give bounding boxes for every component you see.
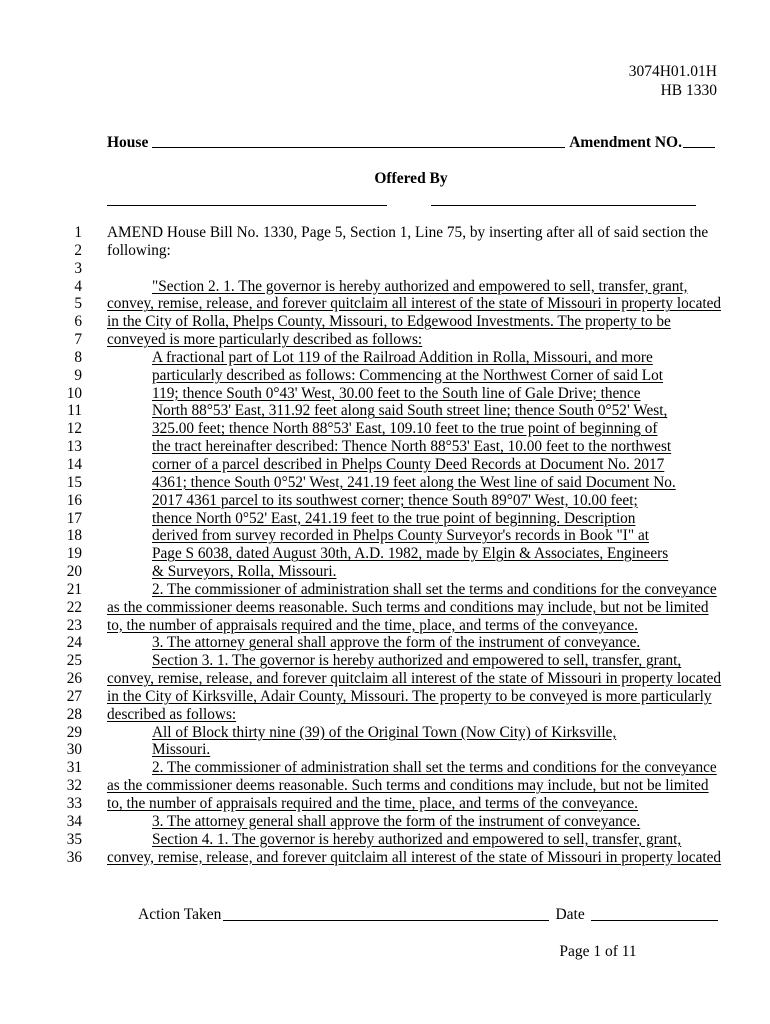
line-text: Section 3. 1. The governor is hereby authorized and empowered to sell, transfer, grant, [152, 652, 682, 670]
line-number: 10 [66, 384, 82, 402]
amendment-number-blank [683, 146, 715, 148]
document-code-block [629, 62, 717, 100]
line-text: 3. The attorney general shall approve the form of the instrument of conveyance. [152, 634, 641, 652]
document-line [0, 438, 770, 456]
offered-by-signature-line-left [107, 205, 387, 206]
document-line [0, 385, 770, 403]
line-text: 4361; thence South 0°52' West, 241.19 feet along the West line of said Document No. [152, 473, 676, 491]
line-text: the tract hereinafter described: Thence North 88°53' East, 10.00 feet to the northwest [152, 438, 672, 456]
line-number: 15 [66, 473, 82, 491]
date-blank [591, 919, 718, 921]
line-text: to, the number of appraisals required and the time, place, and terms of the conveyance. [107, 795, 638, 812]
line-number: 25 [66, 652, 82, 670]
line-text: corner of a parcel described in Phelps County Deed Records at Document No. 2017 [152, 455, 665, 473]
line-text: North 88°53' East, 311.92 feet along said South street line; thence South 0°52' West, [152, 402, 668, 420]
line-text: 2. The commissioner of administration shall set the terms and conditions for the conveyance [152, 759, 717, 777]
document-line [0, 741, 770, 759]
document-line [0, 599, 770, 617]
document-line [0, 331, 770, 349]
line-text: described as follows: [107, 705, 237, 723]
line-text: A fractional part of Lot 119 of the Railroad Addition in Rolla, Missouri, and more [152, 348, 653, 366]
action-taken-blank [223, 919, 549, 921]
line-text: derived from survey recorded in Phelps County Surveyor's records in Book "I" at [152, 527, 649, 545]
line-number: 32 [66, 777, 82, 795]
line-text: AMEND House Bill No. 1330, Page 5, Section 1, Line 75, by inserting after all of said section the [107, 224, 709, 241]
line-number: 13 [66, 438, 82, 456]
line-number: 7 [74, 331, 82, 349]
offered-by-label: Offered By [374, 170, 448, 187]
line-text: as the commissioner deems reasonable. Such terms and conditions may include, but not be limited [107, 777, 709, 795]
line-number: 23 [66, 616, 82, 634]
document-line [0, 510, 770, 528]
document-line [0, 402, 770, 420]
document-line [0, 492, 770, 510]
line-number: 36 [66, 848, 82, 866]
document-line [0, 670, 770, 688]
document-line [0, 777, 770, 795]
document-line [0, 349, 770, 367]
line-text: particularly described as follows: Commencing at the Northwest Corner of said Lot [152, 366, 664, 384]
line-text: convey, remise, release, and forever quitclaim all interest of the state of Missouri in property located [107, 848, 722, 866]
line-number: 28 [66, 705, 82, 723]
line-text: conveyed is more particularly described as follows: [107, 331, 423, 349]
document-line [0, 831, 770, 849]
line-number: 9 [74, 366, 82, 384]
document-line [0, 688, 770, 706]
line-number: 19 [66, 545, 82, 563]
line-text: 2017 4361 parcel to its southwest corner; thence South 89°07' West, 10.00 feet; [152, 491, 638, 509]
line-text: in the City of Kirksville, Adair County, Missouri. The property to be conveyed is more particularly [107, 687, 712, 705]
line-text: Missouri. [152, 741, 211, 759]
document-line [0, 295, 770, 313]
document-code: 3074H01.01H [628, 63, 717, 80]
line-number: 17 [66, 509, 82, 527]
line-text: convey, remise, release, and forever quitclaim all interest of the state of Missouri in property located [107, 670, 722, 688]
line-number: 29 [66, 723, 82, 741]
line-number: 20 [66, 563, 82, 581]
document-line [0, 224, 770, 242]
line-text: thence North 0°52' East, 241.19 feet to the true point of beginning. Description [152, 509, 636, 527]
document-line [0, 563, 770, 581]
line-number: 18 [66, 527, 82, 545]
line-text: 325.00 feet; thence North 88°53' East, 109.10 feet to the true point of beginning of [152, 420, 658, 438]
line-number: 24 [66, 634, 82, 652]
line-text: "Section 2. 1. The governor is hereby authorized and empowered to sell, transfer, grant, [152, 277, 688, 295]
line-number: 27 [66, 687, 82, 705]
line-text: Page S 6038, dated August 30th, A.D. 1982, made by Elgin & Associates, Engineers [152, 545, 669, 563]
document-line [0, 456, 770, 474]
line-text: following: [107, 241, 171, 259]
line-number: 16 [66, 491, 82, 509]
document-line [0, 706, 770, 724]
line-number: 4 [74, 277, 82, 295]
line-number: 11 [67, 402, 82, 420]
document-line [0, 813, 770, 831]
line-text: convey, remise, release, and forever quitclaim all interest of the state of Missouri in property located [107, 295, 722, 313]
document-line [0, 313, 770, 331]
amendment-label: Amendment NO. [569, 134, 682, 151]
line-text: 119; thence South 0°43' West, 30.00 feet to the South line of Gale Drive; thence [152, 384, 641, 402]
document-line [0, 260, 770, 278]
line-number: 26 [66, 670, 82, 688]
line-text: All of Block thirty nine (39) of the Original Town (Now City) of Kirksville, [152, 723, 617, 741]
page-number: Page 1 of 11 [559, 943, 637, 960]
line-number: 14 [66, 455, 82, 473]
offered-by-signature-line-right [431, 205, 696, 206]
document-line [0, 527, 770, 545]
document-line [0, 581, 770, 599]
house-blank [152, 146, 565, 148]
document-line [0, 759, 770, 777]
line-text: in the City of Rolla, Phelps County, Missouri, to Edgewood Investments. The property to be [107, 313, 671, 331]
document-line [0, 634, 770, 652]
line-number: 6 [74, 313, 82, 331]
line-number: 22 [66, 598, 82, 616]
document-line [0, 545, 770, 563]
line-number: 21 [66, 580, 82, 598]
date-label: Date [555, 906, 585, 923]
document-line [0, 724, 770, 742]
line-number: 34 [66, 812, 82, 830]
document-line [0, 420, 770, 438]
house-label: House [107, 134, 149, 151]
line-text: to, the number of appraisals required and the time, place, and terms of the conveyance. [107, 616, 638, 634]
document-line [0, 278, 770, 296]
line-number: 12 [66, 420, 82, 438]
action-taken-label: Action Taken [138, 906, 222, 923]
line-text: 2. The commissioner of administration shall set the terms and conditions for the conveyance [152, 580, 717, 598]
document-line [0, 652, 770, 670]
line-number: 35 [66, 830, 82, 848]
line-number: 31 [66, 759, 82, 777]
document-line [0, 367, 770, 385]
document-line [0, 474, 770, 492]
bill-number: HB 1330 [660, 82, 717, 99]
line-text: & Surveyors, Rolla, Missouri. [152, 563, 337, 581]
line-number: 1 [74, 224, 82, 241]
line-number: 5 [74, 295, 82, 313]
amendment-body [0, 224, 770, 866]
document-line [0, 617, 770, 635]
line-number: 30 [66, 741, 82, 759]
line-number: 2 [74, 241, 82, 259]
line-text: Section 4. 1. The governor is hereby authorized and empowered to sell, transfer, grant, [152, 830, 682, 848]
line-number: 3 [74, 259, 82, 277]
document-line [0, 849, 770, 867]
line-number: 8 [74, 348, 82, 366]
line-text: as the commissioner deems reasonable. Such terms and conditions may include, but not be limited [107, 598, 709, 616]
line-number: 33 [66, 795, 82, 812]
line-text: 3. The attorney general shall approve the form of the instrument of conveyance. [152, 812, 641, 830]
document-line [0, 242, 770, 260]
house-amendment-line [107, 134, 715, 152]
document-line [0, 795, 770, 813]
action-taken-line [138, 906, 718, 924]
